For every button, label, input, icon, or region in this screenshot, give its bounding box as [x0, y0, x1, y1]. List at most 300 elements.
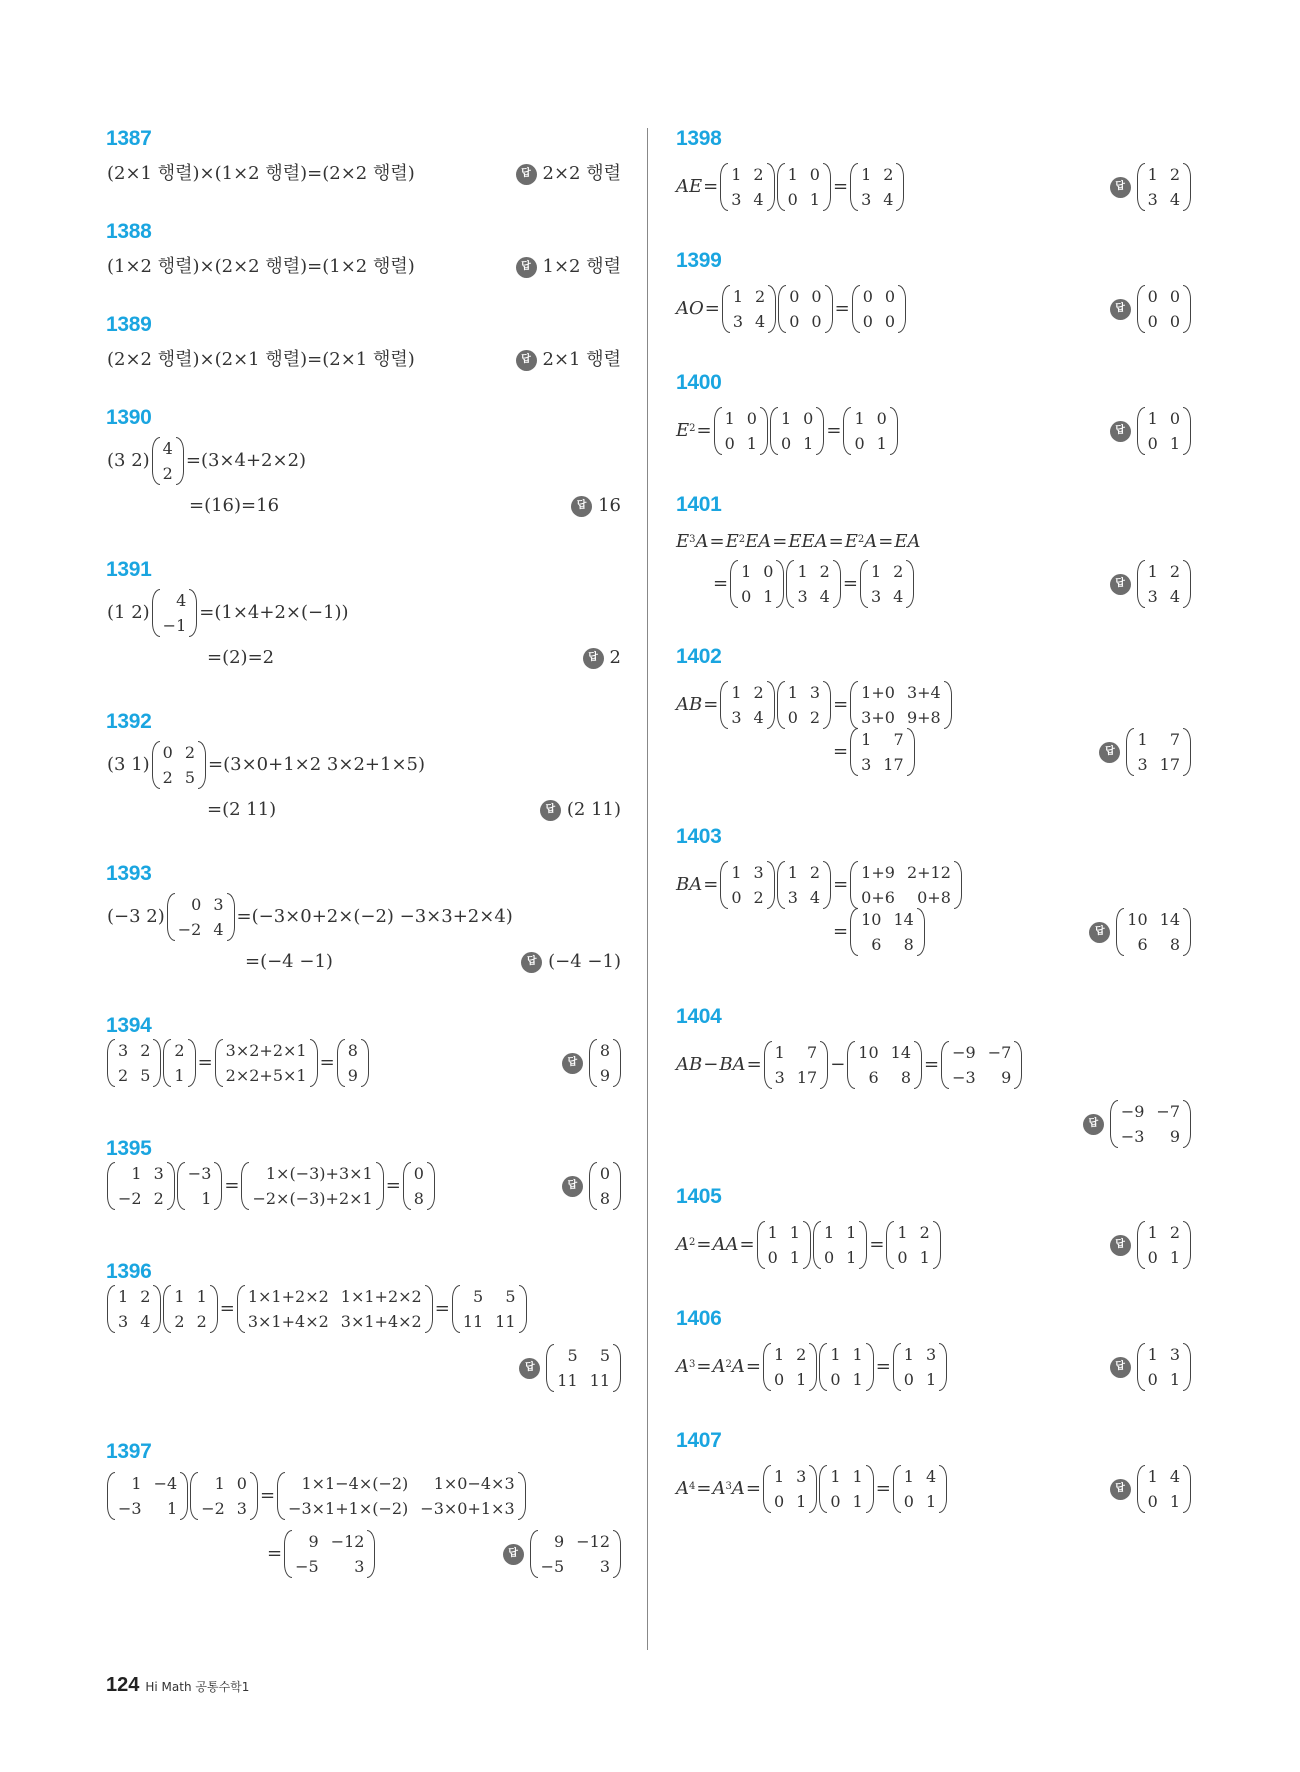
right-paren: [1183, 407, 1191, 455]
matrix-cell: 0: [789, 312, 800, 331]
matrix: [1126, 728, 1191, 776]
matrix-cell: 1: [196, 1287, 207, 1306]
matrix-entries: [858, 861, 954, 909]
matrix-cell: 9: [1001, 1068, 1012, 1087]
left-paren: [777, 163, 785, 211]
matrix-cell: 1: [830, 1467, 841, 1486]
solution-line: [676, 163, 905, 211]
matrix-cell: 5: [599, 1346, 610, 1365]
left-paren: [1137, 285, 1145, 333]
matrix-cell: 1: [767, 1223, 778, 1242]
right-paren: [613, 1039, 621, 1087]
matrix-cell: 0: [413, 1164, 424, 1183]
matrix: [843, 407, 897, 455]
matrix-entries: [185, 1162, 215, 1210]
expression-text: (3 2): [107, 450, 150, 471]
solution-line: [106, 349, 416, 371]
problem-1392: [106, 709, 622, 820]
matrix: [1137, 1465, 1191, 1513]
matrix: [152, 589, 198, 637]
solution-line: [676, 1041, 1023, 1089]
matrix: [530, 1530, 621, 1578]
matrix-cell: 0: [789, 287, 800, 306]
problem-number: 1388: [106, 220, 152, 243]
matrix-cell: 3: [774, 1068, 785, 1087]
solution-line: [106, 1039, 370, 1087]
right-paren: [776, 560, 784, 608]
left-paren: [163, 1285, 171, 1333]
expression-text: =: [385, 1175, 401, 1196]
matrix-cell: −2: [177, 920, 202, 939]
right-paren: [866, 1343, 874, 1391]
matrix-cell: 10: [1127, 910, 1148, 929]
matrix-cell: 9+8: [906, 708, 941, 727]
matrix-cell: 1: [1147, 1467, 1158, 1486]
matrix-cell: 1: [870, 562, 882, 581]
problem-number: 1399: [676, 249, 722, 272]
expression-text: =: [696, 420, 712, 441]
solution-line: [106, 741, 426, 789]
matrix-symbol: A: [676, 1234, 689, 1255]
answer: [583, 647, 622, 669]
matrix-cell: 1: [925, 1492, 937, 1511]
problem-1407: [676, 1428, 1192, 1511]
expression-text: =: [739, 1234, 755, 1255]
left-paren: [850, 861, 858, 909]
problem-1402: [676, 644, 1192, 774]
matrix-symbol: EEA: [788, 531, 828, 552]
matrix-cell: 4: [755, 312, 766, 331]
left-paren: [452, 1285, 460, 1333]
answer-badge-icon: 답: [1110, 1357, 1131, 1378]
matrix-symbol: A: [676, 1356, 689, 1377]
right-paren: [376, 1162, 384, 1210]
matrix-cell: 11: [589, 1371, 610, 1390]
answer: [1110, 285, 1192, 333]
matrix-entries: [771, 1343, 809, 1391]
left-paren: [530, 1530, 538, 1578]
matrix: [1137, 560, 1191, 608]
matrix-cell: 5: [472, 1287, 484, 1306]
expression-text: 16: [598, 495, 621, 516]
matrix-cell: 1: [118, 1287, 129, 1306]
problem-number: 1391: [106, 558, 152, 581]
right-paren: [250, 1472, 258, 1520]
left-paren: [730, 560, 738, 608]
expression-text: =: [833, 741, 849, 762]
answer-badge-icon: 답: [1099, 742, 1120, 763]
matrix-cell: 1: [1137, 730, 1148, 749]
problem-1387: [106, 126, 622, 184]
matrix-cell: 3: [809, 683, 821, 702]
problem-1393: [106, 861, 622, 972]
answer-badge-icon: 답: [1110, 421, 1131, 442]
matrix-entries: [160, 437, 176, 485]
matrix-cell: −3×1+1×(−2): [288, 1499, 409, 1518]
answer: [516, 349, 622, 371]
expression-text: =: [434, 1298, 450, 1319]
right-paren: [768, 285, 776, 333]
matrix-cell: −2×(−3)+2×1: [252, 1189, 373, 1208]
matrix: [720, 681, 774, 729]
matrix-cell: 2: [1169, 165, 1180, 184]
problem-1397: [106, 1439, 622, 1576]
matrix-cell: 3: [1147, 190, 1158, 209]
matrix-cell: 1: [854, 409, 865, 428]
matrix-cell: 0: [780, 434, 792, 453]
matrix-cell: 1: [741, 562, 752, 581]
solution-line: [712, 560, 915, 608]
matrix-cell: 4: [162, 439, 173, 458]
answer: [1110, 560, 1192, 608]
matrix-cell: 2: [753, 888, 764, 907]
matrix-cell: 1: [803, 434, 814, 453]
matrix-cell: −9: [952, 1043, 976, 1062]
matrix: [337, 1039, 369, 1087]
left-paren: [722, 285, 730, 333]
matrix: [886, 1221, 940, 1269]
expression-text: =: [224, 1175, 240, 1196]
matrix-cell: 2: [883, 165, 894, 184]
matrix-symbol: A: [731, 1356, 745, 1377]
answer-badge-icon: 답: [1110, 1479, 1131, 1500]
left-paren: [763, 1343, 771, 1391]
right-paren: [1183, 728, 1191, 776]
matrix-entries: [1134, 728, 1183, 776]
left-paren: [720, 681, 728, 729]
expression-text: =: [826, 420, 842, 441]
matrix: [763, 1465, 817, 1513]
matrix-cell: 3: [870, 587, 882, 606]
right-paren: [866, 1465, 874, 1513]
matrix: [167, 893, 235, 941]
right-paren: [613, 1530, 621, 1578]
expression-text: 2×2 행렬: [542, 163, 621, 184]
matrix-cell: 1×1−4×(−2): [301, 1474, 409, 1493]
matrix-entries: [901, 1465, 939, 1513]
matrix-entries: [597, 1039, 613, 1087]
matrix-cell: 1×1+2×2: [340, 1287, 422, 1306]
matrix-cell: 1: [731, 863, 742, 882]
right-paren: [1183, 285, 1191, 333]
matrix-cell: 4: [140, 1312, 151, 1331]
matrix-cell: 0: [746, 409, 757, 428]
expression-text: (−4 −1): [548, 951, 621, 972]
right-paren: [214, 1162, 222, 1210]
solution-line: [106, 893, 514, 941]
matrix-cell: 2: [819, 562, 830, 581]
left-paren: [850, 681, 858, 729]
solution-line: E $^3$ A = E $^2$ EA = EEA = E $^2$ A = EA: [676, 531, 921, 552]
solution-line: [206, 647, 275, 669]
left-paren: [107, 1039, 115, 1087]
answer: [1110, 1221, 1192, 1269]
matrix-entries: [115, 1472, 180, 1520]
right-paren: [890, 407, 898, 455]
left-paren: [163, 1039, 171, 1087]
matrix-cell: 3: [153, 1164, 164, 1183]
matrix-cell: 2: [184, 743, 196, 762]
matrix-entries: [827, 1465, 865, 1513]
expression-text: =: [703, 176, 719, 197]
problem-number: 1402: [676, 645, 722, 668]
matrix-symbol: AE: [676, 176, 703, 197]
matrix-entries: [785, 681, 823, 729]
matrix: [786, 560, 840, 608]
matrix-cell: 17: [1159, 755, 1180, 774]
matrix-cell: 1: [796, 1370, 807, 1389]
matrix-cell: −12: [576, 1532, 610, 1551]
left-paren: [1110, 1100, 1118, 1148]
matrix-entries: [722, 407, 760, 455]
solution-line: [244, 951, 334, 973]
matrix-entries: [858, 728, 907, 776]
left-paren: [1137, 1465, 1145, 1513]
answer: [516, 163, 622, 185]
right-paren: [823, 163, 831, 211]
left-paren: [167, 893, 175, 941]
matrix-entries: [765, 1221, 803, 1269]
left-paren: [546, 1344, 554, 1392]
right-paren: [519, 1285, 527, 1333]
matrix-symbol: BA: [719, 1054, 746, 1075]
problem-1404: [676, 1004, 1192, 1146]
matrix-cell: 2: [755, 287, 766, 306]
right-paren: [367, 1530, 375, 1578]
matrix-cell: 3: [118, 1312, 129, 1331]
answer: [1110, 1465, 1192, 1513]
expression-text: =: [696, 1478, 712, 1499]
matrix: [403, 1162, 435, 1210]
right-paren: [1183, 1221, 1191, 1269]
matrix-cell: 0: [773, 1492, 785, 1511]
left-paren: [215, 1039, 223, 1087]
matrix-entries: [292, 1530, 367, 1578]
matrix-cell: 1: [1169, 1370, 1180, 1389]
matrix-cell: 4: [1169, 1467, 1180, 1486]
matrix-entries: [115, 1162, 167, 1210]
problem-number: 1405: [676, 1185, 722, 1208]
right-paren: [310, 1039, 318, 1087]
matrix-entries: [868, 560, 906, 608]
problem-number: 1407: [676, 1429, 722, 1452]
matrix-cell: 17: [883, 755, 904, 774]
expression-text: =: [875, 1478, 891, 1499]
matrix-cell: 0: [884, 312, 896, 331]
matrix-entries: [175, 893, 227, 941]
matrix-entries: [245, 1285, 425, 1333]
expression-text: =(1×4+2×(−1)): [199, 602, 349, 623]
matrix-entries: [171, 1039, 187, 1087]
matrix-cell: 8: [900, 1068, 912, 1087]
matrix-entries: [1118, 1100, 1183, 1148]
answer-badge-icon: 답: [571, 496, 592, 517]
matrix-entries: [772, 1041, 821, 1089]
right-paren: [518, 1472, 526, 1520]
expression-text: −: [830, 1054, 846, 1075]
matrix-cell: 1+0: [861, 683, 895, 702]
expression-text: =: [709, 531, 725, 552]
matrix-symbol: EA: [894, 531, 921, 552]
expression-text: =: [875, 1356, 891, 1377]
matrix-cell: 0: [731, 888, 742, 907]
matrix-cell: −9: [1120, 1102, 1145, 1121]
matrix-cell: −7: [1156, 1102, 1180, 1121]
matrix-entries: [460, 1285, 519, 1333]
matrix-cell: 4: [819, 587, 830, 606]
matrix-cell: 8: [1169, 935, 1180, 954]
matrix-cell: 8: [599, 1041, 610, 1060]
matrix: [237, 1285, 433, 1333]
solution-line: [106, 163, 416, 185]
left-paren: [850, 728, 858, 776]
matrix-cell: 1: [201, 1189, 212, 1208]
matrix-entries: [858, 908, 917, 956]
matrix-cell: 2: [809, 708, 821, 727]
matrix-cell: 1: [131, 1474, 142, 1493]
matrix-cell: 2: [796, 1345, 807, 1364]
left-paren: [1137, 560, 1145, 608]
matrix-cell: 3×1+4×2: [340, 1312, 422, 1331]
matrix: [852, 285, 906, 333]
matrix-cell: 3: [354, 1557, 365, 1576]
matrix-entries: [1145, 1343, 1183, 1391]
expression-text: =: [704, 298, 720, 319]
matrix: [107, 1285, 161, 1333]
matrix-entries: [860, 285, 898, 333]
matrix-entries: [198, 1472, 250, 1520]
right-paren: [833, 560, 841, 608]
matrix-cell: 3: [1137, 755, 1148, 774]
solution-line: [676, 861, 963, 909]
matrix-cell: 0: [773, 1370, 785, 1389]
matrix-cell: 1: [830, 1345, 841, 1364]
matrix: [850, 163, 904, 211]
matrix: [860, 560, 914, 608]
problem-number: 1403: [676, 825, 722, 848]
matrix-cell: 10: [858, 1043, 879, 1062]
matrix: [177, 1162, 223, 1210]
matrix-cell: 0: [787, 708, 798, 727]
matrix-cell: 0: [741, 587, 752, 606]
matrix: [813, 1221, 867, 1269]
answer-badge-icon: 답: [1083, 1114, 1104, 1135]
expression-text: =: [745, 1478, 761, 1499]
matrix: [589, 1162, 621, 1210]
solution-line: [676, 681, 953, 729]
left-paren: [1137, 407, 1145, 455]
matrix-cell: −3: [952, 1068, 976, 1087]
right-paren: [613, 1344, 621, 1392]
right-paren: [613, 1162, 621, 1210]
matrix: [730, 560, 784, 608]
matrix-cell: 17: [796, 1068, 818, 1087]
matrix-cell: 7: [1169, 730, 1180, 749]
matrix-cell: 0: [809, 165, 820, 184]
matrix-entries: [827, 1343, 865, 1391]
matrix-cell: 1: [919, 1248, 930, 1267]
problem-1391: [106, 557, 622, 668]
matrix-cell: 9: [308, 1532, 319, 1551]
matrix: [819, 1465, 873, 1513]
matrix-cell: 2: [140, 1287, 151, 1306]
matrix-cell: 1: [1169, 1248, 1180, 1267]
matrix-entries: [1145, 285, 1183, 333]
matrix: [893, 1343, 947, 1391]
matrix-cell: −1: [162, 616, 187, 635]
right-paren: [803, 1221, 811, 1269]
left-paren: [763, 1465, 771, 1513]
expression-text: =: [267, 1543, 283, 1564]
matrix-entries: [1145, 163, 1183, 211]
matrix: [778, 285, 832, 333]
right-paren: [1183, 1465, 1191, 1513]
matrix: [284, 1530, 375, 1578]
matrix-cell: 3: [118, 1041, 129, 1060]
matrix-cell: 3: [732, 312, 744, 331]
matrix-entries: [345, 1039, 361, 1087]
expression-text: =: [219, 1298, 235, 1319]
left-paren: [1126, 728, 1134, 776]
expression-text: (3 1): [107, 754, 150, 775]
matrix-cell: 2: [162, 464, 173, 483]
left-paren: [589, 1162, 597, 1210]
matrix-cell: 3: [1169, 1345, 1180, 1364]
matrix-cell: 0: [884, 287, 896, 306]
matrix-cell: −5: [295, 1557, 319, 1576]
left-paren: [893, 1343, 901, 1391]
matrix-entries: [285, 1472, 518, 1520]
right-paren: [1183, 1343, 1191, 1391]
matrix-cell: 9: [347, 1066, 358, 1085]
solution-line: [106, 1162, 436, 1210]
matrix-cell: 2: [174, 1041, 185, 1060]
left-paren: [403, 1162, 411, 1210]
matrix-cell: 3×2+2×1: [225, 1041, 307, 1060]
matrix-cell: 0: [862, 312, 873, 331]
right-paren: [767, 681, 775, 729]
expression-text: =: [745, 1356, 761, 1377]
matrix-cell: 1: [1169, 1492, 1180, 1511]
answer-badge-icon: 답: [516, 257, 537, 278]
problem-number: 1393: [106, 862, 152, 885]
matrix-cell: 2×2+5×1: [225, 1066, 307, 1085]
matrix-cell: 0: [876, 409, 887, 428]
expression-text: (1 2): [107, 602, 150, 623]
expression-text: (1×2 행렬)×(2×2 행렬)=(1×2 행렬): [107, 256, 415, 277]
matrix-cell: 9: [1169, 1127, 1180, 1146]
problem-number: 1398: [676, 127, 722, 150]
problem-1405: [676, 1184, 1192, 1267]
matrix-cell: 0: [1147, 1492, 1158, 1511]
matrix-cell: 1: [797, 562, 808, 581]
matrix-cell: 0: [162, 743, 173, 762]
right-paren: [153, 1039, 161, 1087]
matrix: [819, 1343, 873, 1391]
matrix-cell: 1: [861, 730, 872, 749]
expression-text: =: [696, 1356, 712, 1377]
matrix-entries: [858, 163, 896, 211]
matrix-cell: 1: [1147, 1223, 1158, 1242]
matrix-cell: 2: [174, 1312, 185, 1331]
matrix: [720, 861, 774, 909]
problem-number: 1390: [106, 406, 152, 429]
matrix-cell: 7: [807, 1043, 818, 1062]
left-paren: [107, 1162, 115, 1210]
right-paren: [1183, 1100, 1191, 1148]
matrix-entries: [785, 163, 823, 211]
answer: [1089, 908, 1192, 956]
